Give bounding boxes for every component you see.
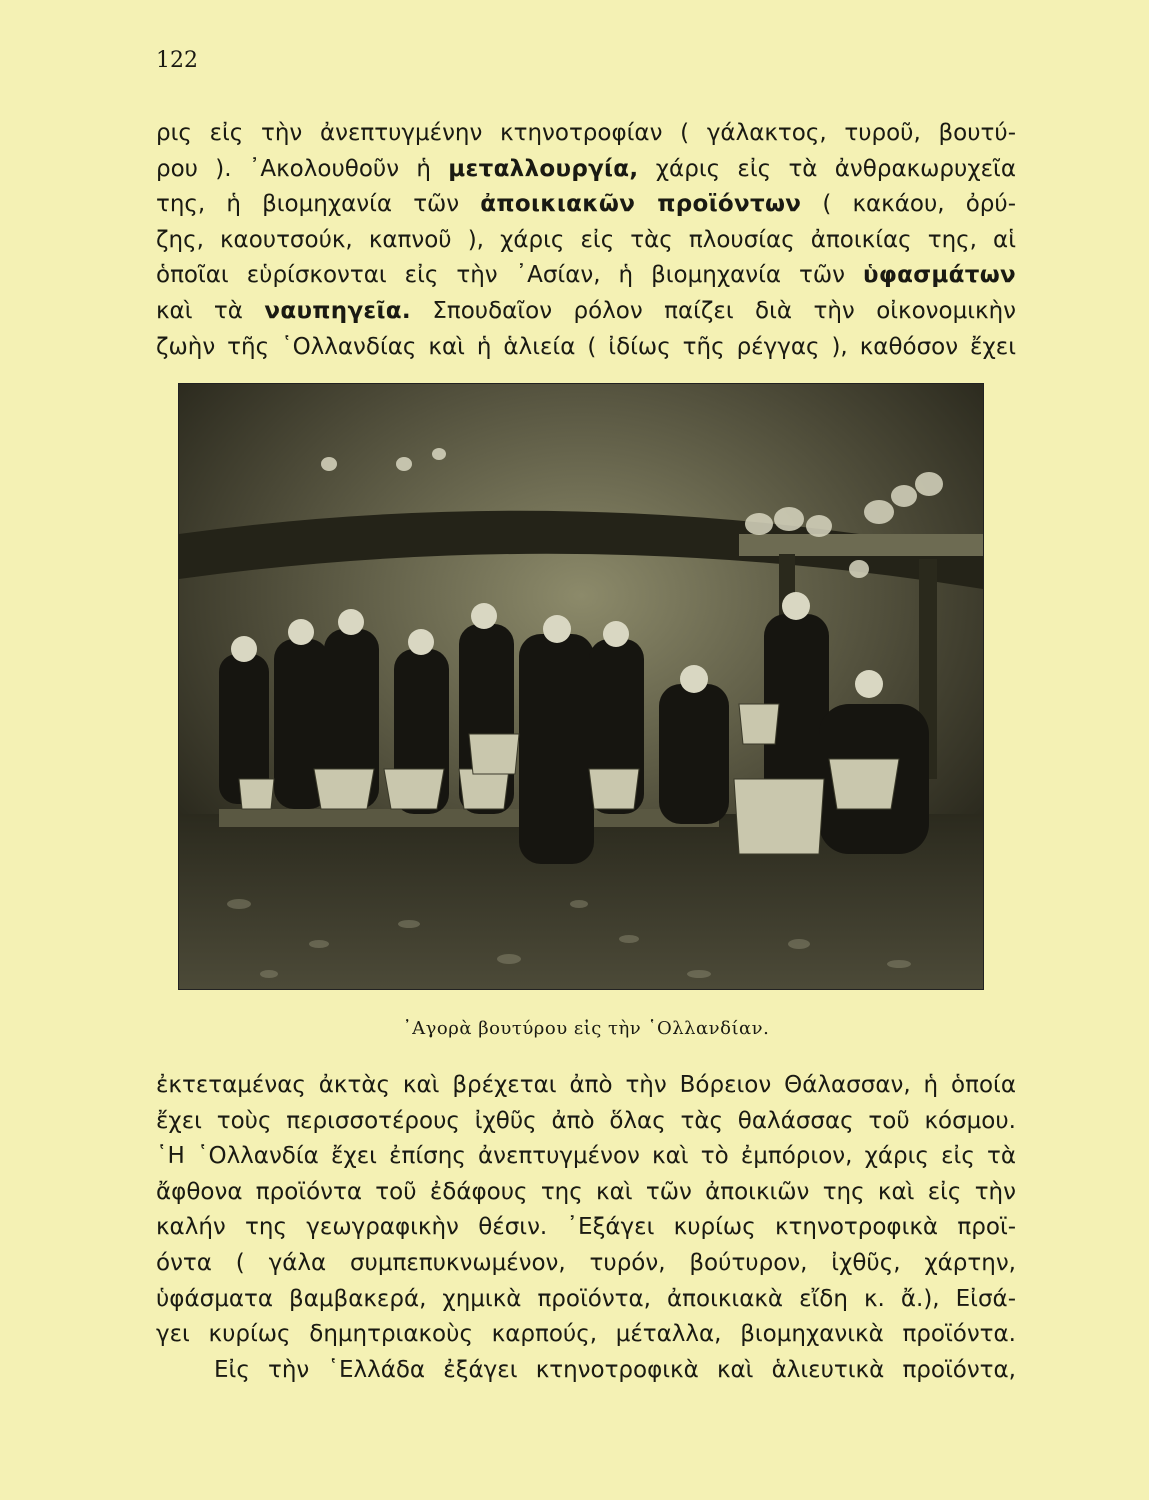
text-line: ζωὴν τῆς ῾Ολλανδίας καὶ ἡ ἁλιεία ( ἰδίως τῆς ρέγγας ), καθόσον ἔχει — [156, 333, 1016, 360]
photo-illustration — [179, 384, 983, 989]
bold-term: ἀποικιακῶν προϊόντων — [480, 191, 802, 218]
text-line: καλήν της γεωγραφικὴν θέσιν. ᾿Εξάγει κυρίως κτηνοτροφικὰ προϊ- — [156, 1214, 1016, 1241]
text-line: καὶ τὰ ναυπηγεῖα. Σπουδαῖον ρόλον παίζει διὰ τὴν οἰκονομικὴν — [156, 297, 1016, 324]
figure-caption: ᾿Αγορὰ βουτύρου εἰς τὴν ῾Ολλανδίαν. — [402, 1018, 770, 1039]
text-line: ἔχει τοὺς περισσοτέρους ἰχθῦς ἀπὸ ὅλας τὰς θαλάσσας τοῦ κόσμου. — [156, 1107, 1016, 1134]
page-number: 122 — [156, 48, 198, 73]
bold-term: ὑφασμάτων — [863, 262, 1016, 289]
text-line: όντα ( γάλα συμπεπυκνωμένον, τυρόν, βούτυρον, ἰχθῦς, χάρτην, — [156, 1249, 1016, 1276]
text-line: γει κυρίως δημητριακοὺς καρπούς, μέταλλα, βιομηχανικὰ προϊόντα. — [156, 1321, 1016, 1348]
bold-term: ναυπηγεῖα. — [264, 297, 411, 324]
text-line: ἄφθονα προϊόντα τοῦ ἐδάφους της καὶ τῶν ἀποικιῶν της καὶ εἰς τὴν — [156, 1178, 1016, 1205]
text-line: ρις εἰς τὴν ἀνεπτυγμένην κτηνοτροφίαν ( γάλακτος, τυροῦ, βουτύ- — [156, 120, 1016, 146]
market-photo — [178, 383, 984, 990]
bold-term: μεταλλουργία, — [448, 155, 639, 182]
text-line: ζης, καουτσούκ, καπνοῦ ), χάρις εἰς τὰς πλουσίας ἀποικίας της, αἱ — [156, 226, 1016, 253]
top-paragraph — [156, 116, 1016, 365]
text-line: ὑφάσματα βαμβακερά, χημικὰ προϊόντα, ἀποικιακὰ εἴδη κ. ἄ.), Εἰσά- — [156, 1285, 1016, 1312]
text-line: Εἰς τὴν ῾Ελλάδα ἐξάγει κτηνοτροφικὰ καὶ ἁλιευτικὰ προϊόντα, — [214, 1356, 1016, 1383]
text-line: ρου ). ᾿Ακολουθοῦν ἡ μεταλλουργία, χάρις εἰς τὰ ἀνθρακωρυχεῖα — [156, 155, 1016, 182]
text-line: ῾Η ῾Ολλανδία ἔχει ἐπίσης ἀνεπτυγμένον καὶ τὸ ἐμπόριον, χάρις εἰς τὰ — [156, 1143, 1016, 1170]
text-line: ἐκτεταμένας ἀκτὰς καὶ βρέχεται ἀπὸ τὴν Βόρειον Θάλασσαν, ἡ ὁποία — [156, 1072, 1016, 1098]
text-line: της, ἡ βιομηχανία τῶν ἀποικιακῶν προϊόντων ( κακάου, ὀρύ- — [156, 191, 1016, 218]
bottom-paragraph — [156, 1068, 1016, 1388]
text-line: ὁποῖαι εὑρίσκονται εἰς τὴν ᾿Ασίαν, ἡ βιομηχανία τῶν ὑφασμάτων — [156, 262, 1016, 289]
